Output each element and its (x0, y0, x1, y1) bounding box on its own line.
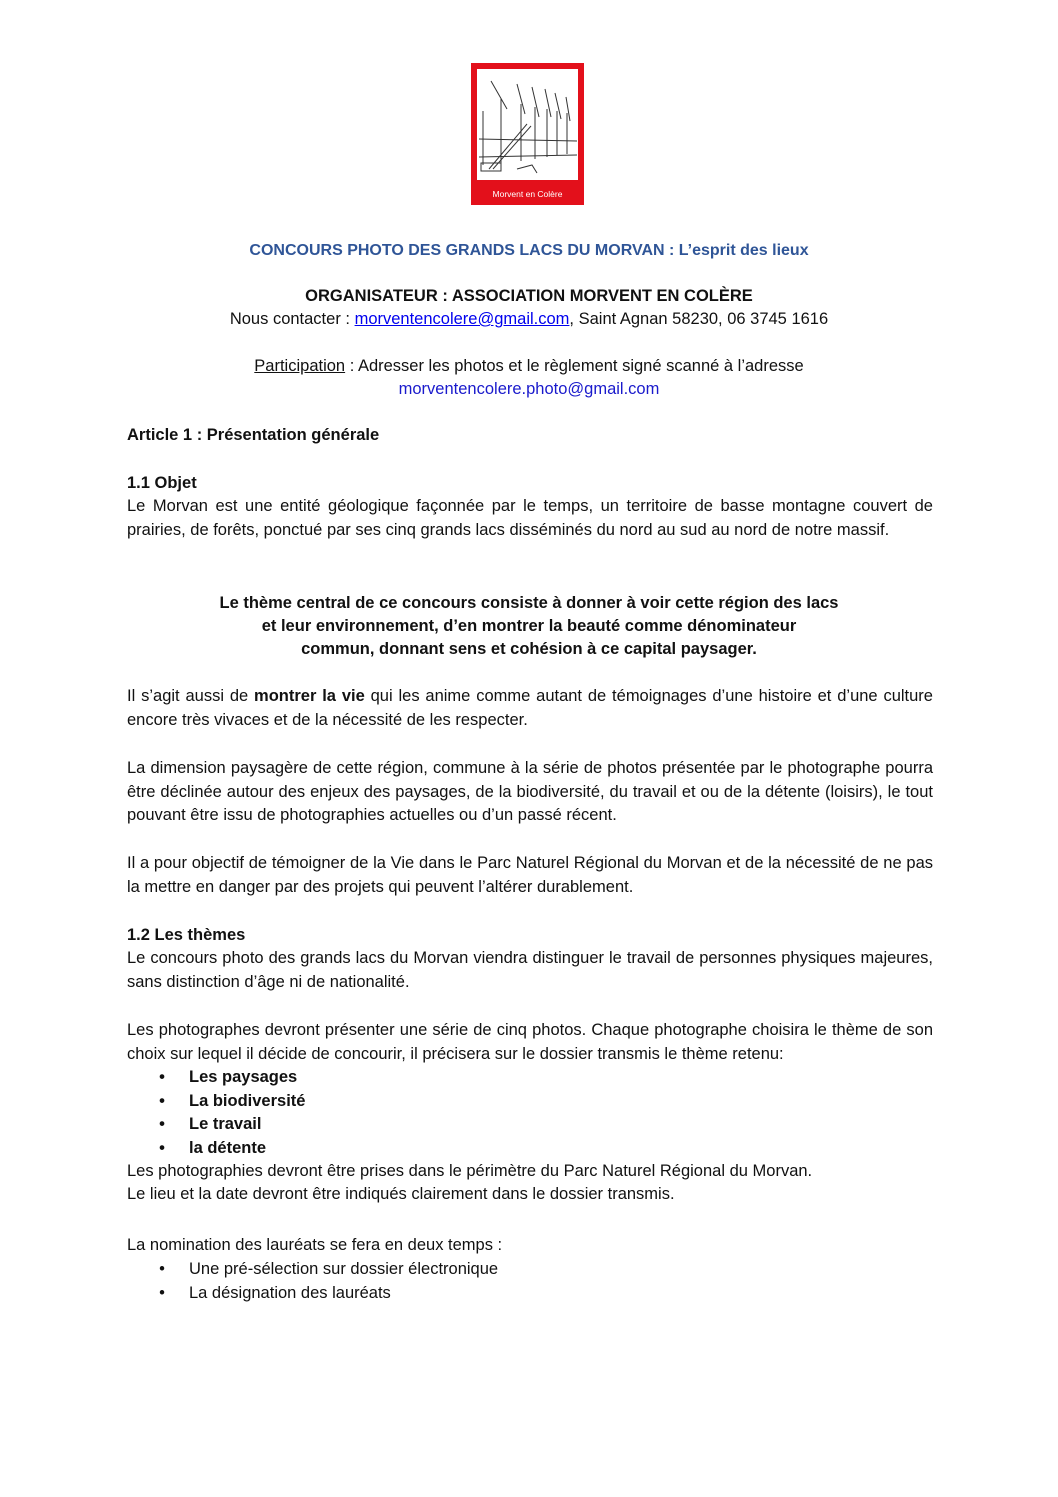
contact-prefix: Nous contacter : (229, 310, 355, 328)
section-1-2-paragraph-2: Les photographes devront présenter une série de cinq photos. Chaque photographe choisira le thème de son choix sur lequel il décide de concourir, il précisera sur le dossier transmis le thème retenu: (127, 1021, 933, 1063)
nomination-step (157, 1282, 498, 1306)
nomination-step-label: La désignation des lauréats (189, 1283, 391, 1302)
wind-turbines-icon (477, 69, 578, 180)
article-1-heading: Article 1 : Présentation générale (127, 426, 380, 444)
participation-email[interactable]: morventencolere.photo@gmail.com (398, 380, 660, 398)
section-1-1-paragraph-3: La dimension paysagère de cette région, commune à la série de photos présentée par le photographe pourra être déclinée autour des enjeux des paysages, de la biodiversité, du travail et ou de la détente (loisirs), le tout pouvant être issu de photographies actuelles ou d’un passé récent. (127, 759, 933, 824)
theme-label: Les paysages (189, 1068, 298, 1086)
section-1-1-paragraph-2 (127, 685, 933, 732)
para2-after: qui les anime comme autant de témoignages d’une histoire et d’une culture encore très vivaces et de la nécessité de les respecter. (127, 687, 933, 729)
nomination-step-label: Une pré-sélection sur dossier électronique (189, 1260, 499, 1278)
organizer-heading: ORGANISATEUR : ASSOCIATION MORVENT EN COLÈRE (305, 287, 753, 305)
participation-label: Participation (254, 357, 346, 375)
theme-statement-line-3: commun, donnant sens et cohésion à ce capital paysager. (301, 640, 757, 658)
nomination-step (157, 1258, 498, 1282)
section-1-2-heading: 1.2 Les thèmes (127, 926, 246, 944)
bullet-icon: • (159, 1260, 165, 1278)
theme-item (157, 1066, 305, 1090)
nomination-intro: La nomination des lauréats se fera en deux temps : (127, 1236, 503, 1254)
theme-label: Le travail (189, 1115, 262, 1133)
theme-label: La biodiversité (189, 1091, 306, 1110)
para2-before: Il s’agit aussi de (127, 687, 255, 705)
contact-line (0, 308, 1058, 332)
participation-text: : Adresser les photos et le règlement signé scanné à l’adresse (345, 357, 804, 375)
theme-statement-line-1: Le thème central de ce concours consiste à donner à voir cette région des lacs (219, 594, 839, 612)
logo-caption: Morvent en Colère (492, 189, 563, 199)
document-title: CONCOURS PHOTO DES GRANDS LACS DU MORVAN : L’esprit des lieux (249, 242, 809, 259)
participation-line (0, 355, 1058, 379)
location-date-line: Le lieu et la date devront être indiqués clairement dans le dossier transmis. (127, 1185, 675, 1203)
theme-item (157, 1137, 305, 1161)
section-1-1-paragraph-4: Il a pour objectif de témoigner de la Vie dans le Parc Naturel Régional du Morvan et de la nécessité de ne pas la mettre en danger par des projets qui peuvent l’altérer durablement. (127, 854, 933, 896)
nomination-steps-list (157, 1258, 498, 1305)
contact-suffix: , Saint Agnan 58230, 06 3745 1616 (569, 310, 829, 328)
section-1-1-paragraph-1: Le Morvan est une entité géologique façonnée par le temps, un territoire de basse montagne couvert de prairies, de forêts, ponctué par ses cinq grands lacs disséminés du nord au sud au nord de notre massif. (127, 497, 933, 539)
bullet-icon: • (159, 1091, 165, 1110)
perimeter-line: Les photographies devront être prises dans le périmètre du Parc Naturel Régional du Morvan. (127, 1162, 813, 1180)
section-1-2-paragraph-1: Le concours photo des grands lacs du Morvan viendra distinguer le travail de personnes physiques majeures, sans distinction d’âge ni de nationalité. (127, 949, 933, 991)
themes-list (157, 1066, 305, 1160)
bullet-icon: • (159, 1283, 165, 1302)
theme-item (157, 1113, 305, 1137)
theme-label: la détente (189, 1138, 267, 1157)
theme-statement-line-2: et leur environnement, d’en montrer la beauté comme dénominateur (261, 617, 797, 635)
para2-emphasis: montrer la vie (254, 687, 365, 705)
contact-email-link[interactable]: morventencolere@gmail.com (354, 310, 570, 328)
bullet-icon: • (159, 1068, 165, 1086)
bullet-icon: • (159, 1115, 165, 1133)
association-logo (471, 63, 584, 205)
section-1-1-heading: 1.1 Objet (127, 474, 197, 492)
bullet-icon: • (159, 1138, 165, 1157)
theme-item (157, 1090, 305, 1114)
